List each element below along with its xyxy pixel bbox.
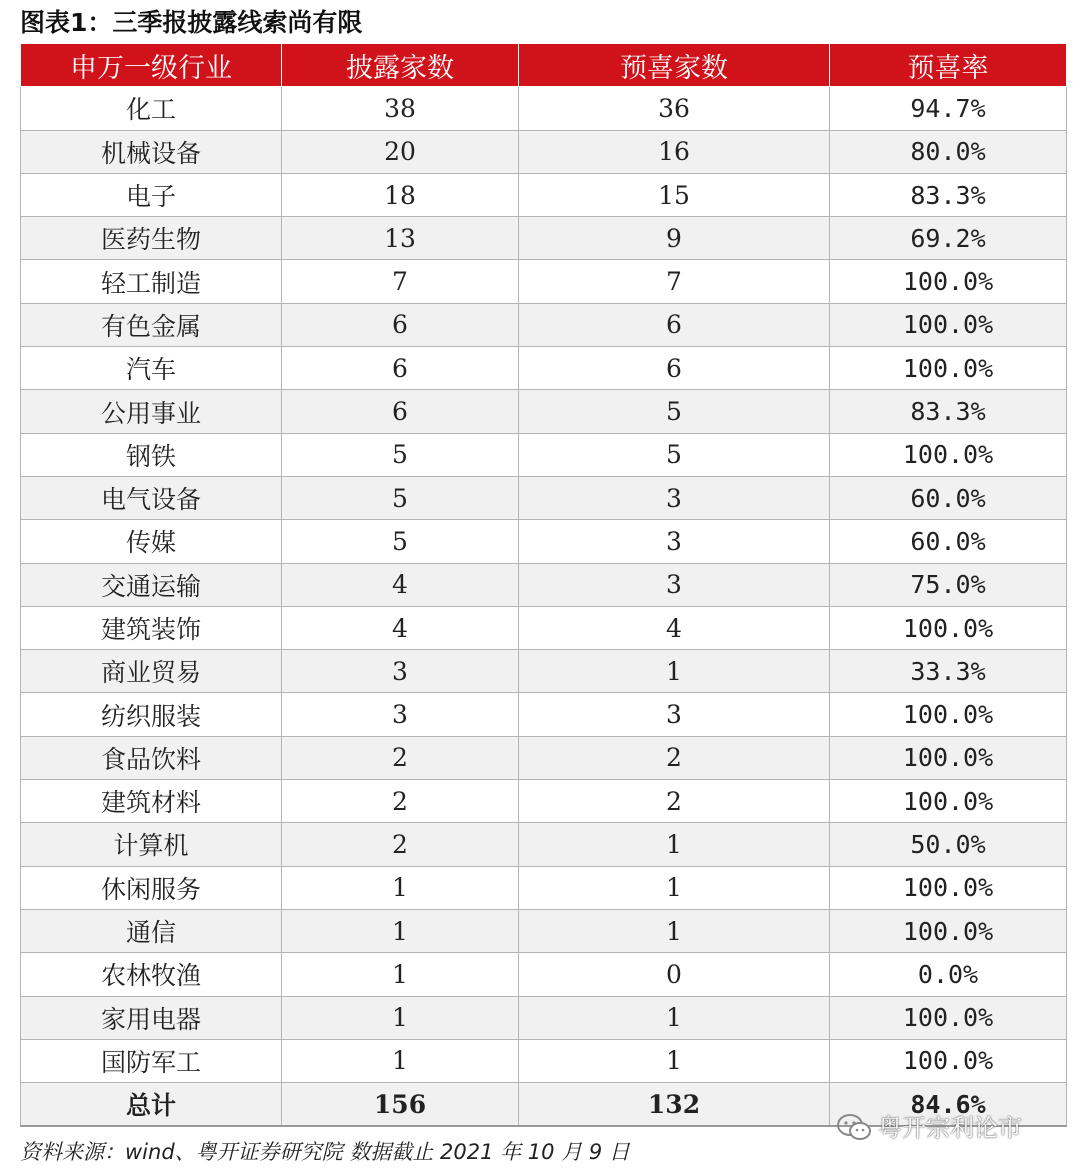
industry-cell: 电子	[21, 173, 282, 216]
positive-rate-cell: 100.0%	[830, 909, 1067, 952]
industry-cell: 通信	[21, 909, 282, 952]
disclosed-count-cell: 2	[282, 736, 519, 779]
positive-count-cell: 7	[519, 260, 830, 303]
header-positive-count: 预喜家数	[519, 44, 830, 87]
watermark-text: 粤开宗利论市	[878, 1114, 1022, 1142]
positive-rate-cell: 83.3%	[830, 173, 1067, 216]
positive-rate-cell: 100.0%	[830, 606, 1067, 649]
positive-rate-cell: 100.0%	[830, 780, 1067, 823]
industry-cell: 化工	[21, 87, 282, 130]
industry-cell: 建筑材料	[21, 780, 282, 823]
total-positive-rate-cell: 84.6%	[830, 1083, 1067, 1127]
industry-cell: 汽车	[21, 347, 282, 390]
header-positive-rate: 预喜率	[830, 44, 1067, 87]
industry-cell: 农林牧渔	[21, 953, 282, 996]
table-row	[21, 347, 1067, 390]
table-body	[21, 87, 1067, 1127]
positive-count-cell: 15	[519, 173, 830, 216]
industry-cell: 国防军工	[21, 1039, 282, 1082]
positive-rate-cell: 100.0%	[830, 996, 1067, 1039]
positive-count-cell: 2	[519, 736, 830, 779]
total-industry-cell: 总计	[21, 1083, 282, 1127]
total-positive-count-cell: 132	[519, 1083, 830, 1127]
table-row	[21, 87, 1067, 130]
disclosed-count-cell: 18	[282, 173, 519, 216]
industry-cell: 电气设备	[21, 476, 282, 519]
disclosed-count-cell: 2	[282, 780, 519, 823]
positive-count-cell: 1	[519, 866, 830, 909]
header-disclosed-count: 披露家数	[282, 44, 519, 87]
positive-count-cell: 5	[519, 433, 830, 476]
disclosed-count-cell: 2	[282, 823, 519, 866]
disclosed-count-cell: 13	[282, 217, 519, 260]
positive-count-cell: 3	[519, 693, 830, 736]
positive-count-cell: 6	[519, 347, 830, 390]
table-row	[21, 217, 1067, 260]
table-row	[21, 823, 1067, 866]
table-row	[21, 736, 1067, 779]
disclosed-count-cell: 5	[282, 520, 519, 563]
disclosed-count-cell: 1	[282, 1039, 519, 1082]
positive-rate-cell: 69.2%	[830, 217, 1067, 260]
positive-count-cell: 3	[519, 520, 830, 563]
table-row	[21, 909, 1067, 952]
disclosed-count-cell: 1	[282, 953, 519, 996]
positive-rate-cell: 33.3%	[830, 650, 1067, 693]
industry-cell: 公用事业	[21, 390, 282, 433]
table-row	[21, 260, 1067, 303]
positive-count-cell: 9	[519, 217, 830, 260]
table-row	[21, 693, 1067, 736]
table-row	[21, 1039, 1067, 1082]
positive-rate-cell: 50.0%	[830, 823, 1067, 866]
positive-count-cell: 1	[519, 996, 830, 1039]
disclosed-count-cell: 4	[282, 606, 519, 649]
disclosed-count-cell: 6	[282, 303, 519, 346]
positive-count-cell: 1	[519, 650, 830, 693]
figure-title: 图表1：三季报披露线索尚有限	[20, 8, 363, 37]
disclosed-count-cell: 7	[282, 260, 519, 303]
industry-table	[20, 44, 1067, 1127]
positive-count-cell: 1	[519, 909, 830, 952]
positive-rate-cell: 75.0%	[830, 563, 1067, 606]
industry-cell: 家用电器	[21, 996, 282, 1039]
positive-rate-cell: 100.0%	[830, 303, 1067, 346]
table-row	[21, 563, 1067, 606]
positive-count-cell: 5	[519, 390, 830, 433]
disclosed-count-cell: 3	[282, 650, 519, 693]
disclosed-count-cell: 38	[282, 87, 519, 130]
positive-rate-cell: 60.0%	[830, 476, 1067, 519]
industry-cell: 商业贸易	[21, 650, 282, 693]
table-row	[21, 520, 1067, 563]
positive-rate-cell: 100.0%	[830, 347, 1067, 390]
industry-cell: 传媒	[21, 520, 282, 563]
table-row	[21, 173, 1067, 216]
positive-rate-cell: 100.0%	[830, 693, 1067, 736]
positive-rate-cell: 100.0%	[830, 433, 1067, 476]
disclosed-count-cell: 3	[282, 693, 519, 736]
positive-rate-cell: 100.0%	[830, 1039, 1067, 1082]
industry-cell: 机械设备	[21, 130, 282, 173]
table-row	[21, 780, 1067, 823]
positive-rate-cell: 0.0%	[830, 953, 1067, 996]
table-row	[21, 650, 1067, 693]
positive-count-cell: 3	[519, 563, 830, 606]
table-row	[21, 130, 1067, 173]
industry-cell: 食品饮料	[21, 736, 282, 779]
source-note: 资料来源：wind、粤开证券研究院 数据截止 2021 年 10 月 9 日	[20, 1140, 630, 1164]
disclosed-count-cell: 4	[282, 563, 519, 606]
industry-cell: 休闲服务	[21, 866, 282, 909]
positive-count-cell: 1	[519, 823, 830, 866]
table-row	[21, 390, 1067, 433]
table-row	[21, 303, 1067, 346]
positive-count-cell: 2	[519, 780, 830, 823]
positive-count-cell: 3	[519, 476, 830, 519]
industry-cell: 有色金属	[21, 303, 282, 346]
positive-count-cell: 4	[519, 606, 830, 649]
positive-rate-cell: 80.0%	[830, 130, 1067, 173]
disclosed-count-cell: 6	[282, 347, 519, 390]
positive-count-cell: 36	[519, 87, 830, 130]
table-row	[21, 606, 1067, 649]
disclosed-count-cell: 1	[282, 909, 519, 952]
table-header-row	[21, 44, 1067, 87]
disclosed-count-cell: 1	[282, 996, 519, 1039]
wechat-icon	[836, 1113, 872, 1143]
disclosed-count-cell: 5	[282, 433, 519, 476]
watermark	[836, 1108, 1022, 1148]
industry-cell: 纺织服装	[21, 693, 282, 736]
positive-count-cell: 16	[519, 130, 830, 173]
table-row	[21, 996, 1067, 1039]
industry-cell: 轻工制造	[21, 260, 282, 303]
disclosed-count-cell: 5	[282, 476, 519, 519]
industry-cell: 计算机	[21, 823, 282, 866]
table-row	[21, 433, 1067, 476]
table-row	[21, 866, 1067, 909]
positive-rate-cell: 94.7%	[830, 87, 1067, 130]
positive-rate-cell: 100.0%	[830, 736, 1067, 779]
total-disclosed-count-cell: 156	[282, 1083, 519, 1127]
positive-rate-cell: 100.0%	[830, 260, 1067, 303]
disclosed-count-cell: 1	[282, 866, 519, 909]
disclosed-count-cell: 6	[282, 390, 519, 433]
positive-rate-cell: 100.0%	[830, 866, 1067, 909]
header-industry: 申万一级行业	[21, 44, 282, 87]
industry-cell: 医药生物	[21, 217, 282, 260]
industry-cell: 钢铁	[21, 433, 282, 476]
positive-rate-cell: 60.0%	[830, 520, 1067, 563]
positive-count-cell: 0	[519, 953, 830, 996]
table-row	[21, 953, 1067, 996]
positive-count-cell: 6	[519, 303, 830, 346]
positive-rate-cell: 83.3%	[830, 390, 1067, 433]
industry-cell: 建筑装饰	[21, 606, 282, 649]
positive-count-cell: 1	[519, 1039, 830, 1082]
disclosed-count-cell: 20	[282, 130, 519, 173]
industry-cell: 交通运输	[21, 563, 282, 606]
table-row	[21, 476, 1067, 519]
